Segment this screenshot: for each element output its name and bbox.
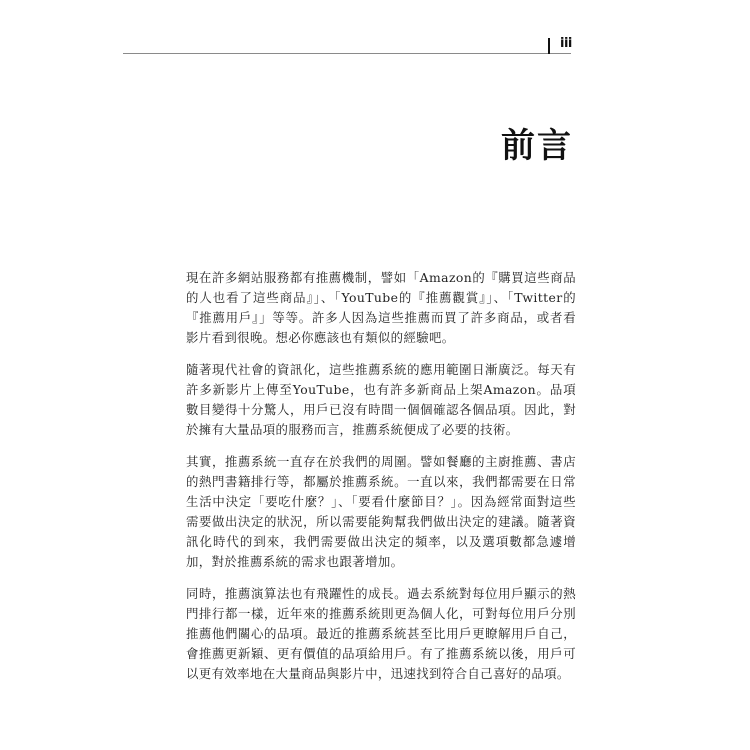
paragraph: 同時，推薦演算法也有飛躍性的成長。過去系統對每位用戶顯示的熱門排行都一樣，近年來的推薦系統則更為個人化，可對每位用戶分別推薦他們關心的品項。最近的推薦系統甚至比用戶更瞭解用戶自己，會推薦更新穎、更有價值的品項給用戶。有了推薦系統以後，用戶可以更有效率地在大量商品與影片中，迅速找到符合自己喜好的品項。 — [186, 586, 576, 681]
paragraph: 現在許多網站服務都有推薦機制，譬如「Amazon的『購買這些商品的人也看了這些商品』」、「YouTube的『推薦觀賞』」、「Twitter的『推薦用戶』」等等。許多人因為這些推薦而買了許多商品，或者看影片看到很晚。想必你應該也有類似的經驗吧。 — [186, 270, 576, 345]
chapter-title: 前言 — [501, 126, 573, 166]
page-number: iii — [560, 36, 572, 51]
paragraph: 其實，推薦系統一直存在於我們的周圍。譬如餐廳的主廚推薦、書店的熱門書籍排行等，都屬於推薦系統。一直以來，我們都需要在日常生活中決定「要吃什麼？」、「要看什麼節目？」。因為經常面對這些需要做出決定的狀況，所以需要能夠幫我們做出決定的建議。隨著資訊化時代的到來，我們需要做出決定的頻率，以及選項數都急遽增加，對於推薦系統的需求也跟著增加。 — [186, 454, 576, 569]
header-marker-bar — [548, 38, 550, 54]
body-text — [186, 268, 576, 696]
paragraph: 隨著現代社會的資訊化，這些推薦系統的應用範圍日漸廣泛。每天有許多新影片上傳至YouTube，也有許多新商品上架Amazon。品項數目變得十分驚人，用戶已沒有時間一個個確認各個品項。因此，對於擁有大量品項的服務而言，推薦系統便成了必要的技術。 — [186, 362, 576, 437]
header-rule — [123, 53, 571, 54]
